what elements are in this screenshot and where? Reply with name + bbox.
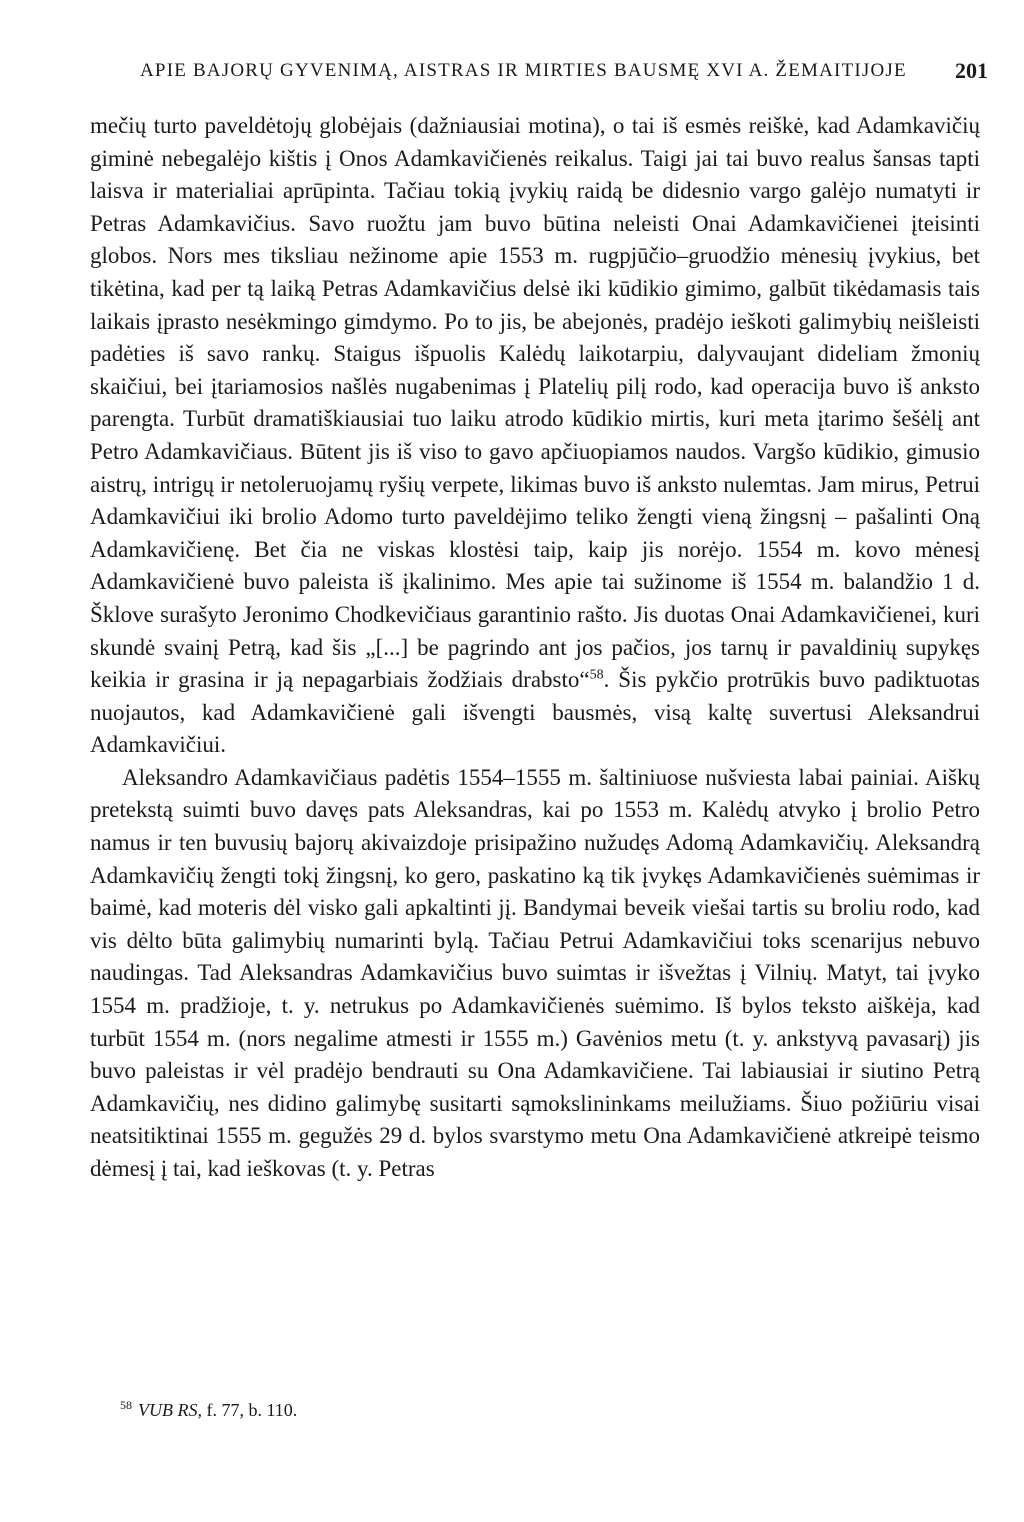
page [90, 56, 988, 1186]
footnote-source: VUB RS, [138, 1400, 202, 1420]
footnotes [120, 1400, 297, 1421]
page-number: 201 [955, 58, 988, 83]
footnote-58 [120, 1400, 297, 1421]
running-title: APIE BAJORŲ GYVENIMĄ, AISTRAS IR MIRTIES BAUSMĘ XVI A. ŽEMAITIJOJE [140, 60, 907, 81]
paragraph-1-text-a: mečių turto paveldėtojų globėjais (dažniausiai motina), o tai iš esmės reiškė, kad Adamkavičių giminė nebegalėjo kištis į Onos Adamkavičienės reikalus. Taigi jai tai buvo realus šansas tapti laisva ir materialiai aprūpinta. Tačiau tokią įvykių raidą be didesnio vargo galėjo numatyti ir Petras Adamkavičius. Savo ruožtu jam buvo būtina neleisti Onai Adamkavičienei įteisinti globos. Nors mes tiksliau nežinome apie 1553 m. rugpjūčio–gruodžio mėnesių įvykius, bet tikėtina, kad per tą laiką Petras Adamkavičius delsė iki kūdikio gimimo, galbūt tikėdamasis tais laikais įprasto nesėkmingo gimdymo. Po to jis, be abejonės, pradėjo ieškoti galimybių neišleisti padėties iš savo rankų. Staigus išpuolis Kalėdų laikotarpiu, dalyvaujant dideliam žmonių skaičiui, bei įtariamosios našlės nugabenimas į Platelių pilį rodo, kad operacija buvo iš anksto parengta. Turbūt dramatiškiausiai tuo laiku atrodo kūdikio mirtis, kuri meta įtarimo šešėlį ant Petro Adamkavičiaus. Būtent jis iš viso to gavo apčiuopiamos naudos. Vargšo kūdikio, gimusio aistrų, intrigų ir netoleruojamų ryšių verpete, likimas buvo iš anksto nulemtas. Jam mirus, Petrui Adamkavičiui iki brolio Adomo turto paveldėjimo teliko žengti vieną žingsnį – pašalinti Oną Adamkavičienę. Bet čia ne viskas klostėsi taip, kaip jis norėjo. 1554 m. kovo mėnesį Adamkavičienė buvo paleista iš įkalinimo. Mes apie tai sužinome iš 1554 m. balandžio 1 d. Šklove surašyto Jeronimo Chodkevičiaus garantinio rašto. Jis duotas Onai Adamkavičienei, kuri skundė svainį Petrą, kad šis „[...] be pagrindo ant jos pačios, jos tarnų ir pavaldinių supykęs keikia ir grasina ir ją nepagarbiais žodžiais drabsto“ [90, 113, 980, 693]
footnote-number: 58 [120, 1398, 132, 1412]
body-text [90, 110, 980, 1186]
footnote-reference-58[interactable]: 58 [589, 667, 604, 683]
paragraph-1-text-b: . Šis pykčio protrūkis buvo padiktuotas nuojautos, kad Adamkavičienė gali išvengti bausmės, visą kaltę suvertusi Aleksandrui Adamkavičiui. [90, 667, 980, 758]
running-head [90, 56, 988, 92]
footnote-text: f. 77, b. 110. [201, 1400, 298, 1420]
paragraph-2: Aleksandro Adamkavičiaus padėtis 1554–1555 m. šaltiniuose nušviesta labai painiai. Aiškų pretekstą suimti buvo davęs pats Aleksandras, kai po 1553 m. Kalėdų atvyko į brolio Petro namus ir ten buvusių bajorų akivaizdoje prisipažino nužudęs Adomą Adamkavičių. Aleksandrą Adamkavičių žengti tokį žingsnį, ko gero, paskatino ką tik įvykęs Adamkavičienės suėmimas ir baimė, kad moteris dėl visko gali apkaltinti jį. Bandymai beveik viešai tartis su broliu rodo, kad vis dėlto būta galimybių numarinti bylą. Tačiau Petrui Adamkavičiui toks scenarijus nebuvo naudingas. Tad Aleksandras Adamkavičius buvo suimtas ir išvežtas į Vilnių. Matyt, tai įvyko 1554 m. pradžioje, t. y. netrukus po Adamkavičienės suėmimo. Iš bylos teksto aiškėja, kad turbūt 1554 m. (nors negalime atmesti ir 1555 m.) Gavėnios metu (t. y. ankstyvą pavasarį) jis buvo paleistas ir vėl pradėjo bendrauti su Ona Adamkavičiene. Tai labiausiai ir siutino Petrą Adamkavičių, nes didino galimybę susitarti sąmokslininkams meilužiams. Šiuo požiūriu visai neatsitiktinai 1555 m. gegužės 29 d. bylos svarstymo metu Ona Adamkavičienė atkreipė teismo dėmesį į tai, kad ieškovas (t. y. Petras [90, 764, 980, 1181]
paragraph-1 [90, 110, 980, 762]
